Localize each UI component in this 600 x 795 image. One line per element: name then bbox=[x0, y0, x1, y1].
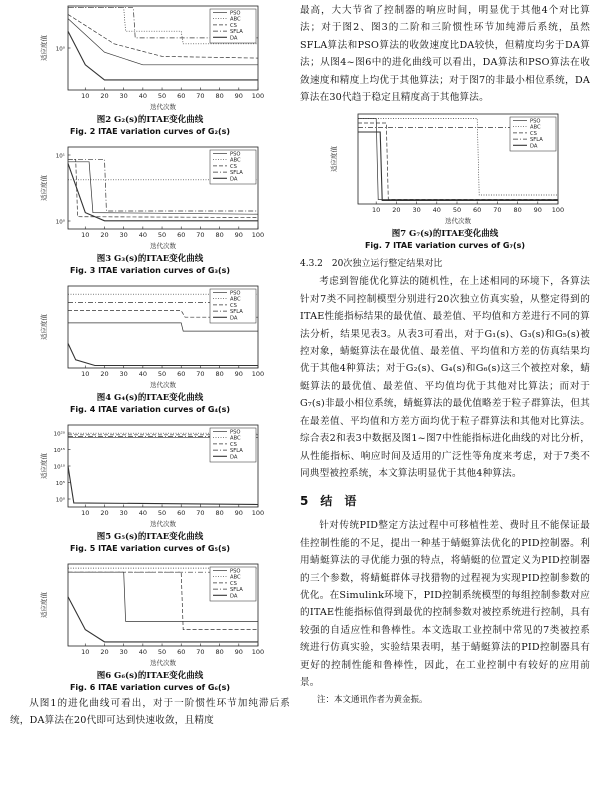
legend-label: DA bbox=[230, 176, 238, 183]
y-axis-label: 适应度值 bbox=[330, 146, 338, 173]
x-axis-label: 迭代次数 bbox=[150, 659, 176, 667]
figure-2-caption-cn: 图2 G₂(s)的ITAE变化曲线 bbox=[96, 115, 204, 125]
x-tick-label: 20 bbox=[100, 370, 109, 378]
legend-label: SFLA bbox=[230, 170, 243, 177]
legend-label: DA bbox=[230, 35, 238, 42]
legend-label: PSO bbox=[230, 151, 241, 158]
x-tick-label: 10 bbox=[81, 92, 90, 100]
y-tick-label: 10⁵ bbox=[55, 481, 65, 487]
x-tick-label: 100 bbox=[251, 370, 265, 378]
y-tick-label: 10¹⁵ bbox=[53, 448, 65, 454]
x-tick-label: 50 bbox=[157, 231, 167, 239]
x-tick-label: 40 bbox=[138, 370, 147, 378]
figure-5-caption-cn: 图5 G₅(s)的ITAE变化曲线 bbox=[96, 532, 204, 542]
x-tick-label: 40 bbox=[138, 92, 147, 100]
legend-label: PSO bbox=[530, 118, 541, 125]
legend-label: DA bbox=[230, 593, 238, 600]
legend-label: ABC bbox=[530, 125, 541, 132]
figure-4 bbox=[10, 280, 290, 414]
figure-3 bbox=[10, 141, 290, 275]
legend-label: DA bbox=[230, 454, 238, 461]
x-tick-label: 70 bbox=[493, 206, 502, 215]
figure-6-caption-en: Fig. 6 ITAE variation curves of G₆(s) bbox=[69, 683, 231, 692]
left-paragraph: 从图1的进化曲线可看出，对于一阶惯性环节加纯滞后系统，DA算法在20代即可达到快速收敛，且精度 bbox=[10, 698, 290, 727]
chart-fig2 bbox=[10, 0, 290, 112]
figure-2-caption-en: Fig. 2 ITAE variation curves of G₂(s) bbox=[69, 127, 231, 136]
series-line-da bbox=[68, 597, 258, 642]
legend-label: CS bbox=[530, 131, 537, 138]
x-tick-label: 40 bbox=[138, 509, 147, 517]
x-tick-label: 10 bbox=[81, 648, 90, 656]
x-tick-label: 30 bbox=[119, 92, 128, 100]
x-tick-label: 100 bbox=[251, 231, 265, 239]
figure-5 bbox=[10, 419, 290, 553]
legend-label: SFLA bbox=[530, 137, 543, 144]
x-tick-label: 90 bbox=[533, 206, 542, 215]
x-tick-label: 40 bbox=[138, 648, 147, 656]
legend-label: CS bbox=[230, 580, 237, 587]
y-tick-label: 10⁰ bbox=[55, 46, 65, 53]
x-tick-label: 90 bbox=[234, 509, 243, 517]
legend-label: CS bbox=[230, 441, 237, 448]
legend-label: DA bbox=[530, 143, 538, 150]
x-axis-label: 迭代次数 bbox=[150, 381, 176, 389]
x-tick-label: 80 bbox=[215, 370, 224, 378]
x-tick-label: 60 bbox=[473, 206, 482, 215]
right-column bbox=[300, 0, 590, 705]
subsection-heading: 4.3.2 20次独立运行整定结果对比 bbox=[300, 259, 443, 270]
legend-label: ABC bbox=[230, 574, 241, 581]
x-tick-label: 70 bbox=[196, 509, 205, 517]
x-axis-label: 迭代次数 bbox=[150, 520, 176, 528]
legend-label: CS bbox=[230, 163, 237, 170]
y-tick-label: 10¹⁰ bbox=[53, 464, 65, 471]
x-tick-label: 20 bbox=[392, 206, 401, 215]
x-tick-label: 20 bbox=[100, 509, 109, 517]
figure-2 bbox=[10, 0, 290, 136]
x-tick-label: 50 bbox=[157, 509, 167, 517]
x-axis-label: 迭代次数 bbox=[150, 242, 176, 250]
y-tick-label: 10²⁰ bbox=[53, 431, 65, 438]
author-note: 注：本文通讯作者为黄金振。 bbox=[317, 695, 428, 706]
right-paragraph-mid: 考虑到智能优化算法的随机性，在上述相同的环境下，各算法针对7类不同控制模型分别进行20次独立仿真实验，从整定得到的ITAE性能指标结果的最优值、最差值、平均值和方差进行不同的算法分析，结果见表3。从表3可看出，对于G₁(s)、G₃(s)和G₅(s)被控对象，蜻蜓算法在最优值、最差值、平均值和方差的仿真结果均优于其他4种算法；对于G₂(s)、G₄(s)和G₆(s)这三个被控对象，蜻蜓算法的最优值、最差值、平均值均优于其他对比算法；而对于G₇(s)非最小相位系统，蜻蜓算法的最优值略差于粒子群算法，但其在最差值、平均值和方差方面均优于粒子群算法和其他对比算法。综合表2和表3中数据及图1~图7中性能指标进化曲线的对比分析，从性能指标、响应时间及适用的广泛性等角度来考虑，对于7类不同典型被控系统，本文算法明显优于其他4种算法。 bbox=[300, 276, 590, 479]
legend-label: SFLA bbox=[230, 29, 243, 36]
chart-fig5 bbox=[10, 419, 290, 529]
y-axis-label: 适应度值 bbox=[40, 453, 48, 479]
figure-4-caption-en: Fig. 4 ITAE variation curves of G₄(s) bbox=[69, 405, 231, 414]
x-tick-label: 60 bbox=[177, 648, 186, 656]
chart-fig3 bbox=[10, 141, 290, 251]
x-tick-label: 50 bbox=[157, 92, 167, 100]
x-tick-label: 80 bbox=[513, 206, 522, 215]
x-tick-label: 80 bbox=[215, 231, 224, 239]
x-tick-label: 40 bbox=[432, 206, 441, 215]
figure-6-caption-cn: 图6 G₆(s)的ITAE变化曲线 bbox=[96, 671, 204, 681]
x-tick-label: 60 bbox=[177, 231, 186, 239]
x-tick-label: 80 bbox=[215, 509, 224, 517]
figure-7-caption-en: Fig. 7 ITAE variation curves of G₇(s) bbox=[364, 241, 526, 251]
x-axis-label: 迭代次数 bbox=[445, 217, 471, 226]
y-axis-label: 适应度值 bbox=[40, 35, 48, 61]
chart-fig6 bbox=[10, 558, 290, 668]
figure-6 bbox=[10, 558, 290, 692]
y-axis-label: 适应度值 bbox=[40, 592, 48, 618]
x-tick-label: 50 bbox=[157, 648, 167, 656]
section-heading: 5 结 语 bbox=[300, 494, 357, 509]
x-tick-label: 10 bbox=[81, 509, 90, 517]
x-tick-label: 10 bbox=[81, 231, 90, 239]
legend-label: PSO bbox=[230, 568, 241, 575]
y-tick-label: 10⁰ bbox=[55, 219, 65, 226]
x-tick-label: 70 bbox=[196, 231, 205, 239]
legend-label: ABC bbox=[230, 435, 241, 442]
legend-label: CS bbox=[230, 22, 237, 29]
legend-label: CS bbox=[230, 302, 237, 309]
x-tick-label: 90 bbox=[234, 231, 243, 239]
x-axis-label: 迭代次数 bbox=[150, 103, 176, 111]
x-tick-label: 70 bbox=[196, 370, 205, 378]
x-tick-label: 100 bbox=[251, 648, 265, 656]
x-tick-label: 80 bbox=[215, 92, 224, 100]
x-tick-label: 10 bbox=[372, 206, 381, 215]
figure-4-caption-cn: 图4 G₄(s)的ITAE变化曲线 bbox=[96, 393, 204, 403]
x-tick-label: 30 bbox=[119, 509, 128, 517]
figure-3-caption-en: Fig. 3 ITAE variation curves of G₃(s) bbox=[69, 266, 231, 275]
legend-label: SFLA bbox=[230, 309, 243, 316]
legend-label: PSO bbox=[230, 429, 241, 436]
x-tick-label: 60 bbox=[177, 370, 186, 378]
x-tick-label: 40 bbox=[138, 231, 147, 239]
x-tick-label: 20 bbox=[100, 231, 109, 239]
x-tick-label: 100 bbox=[251, 92, 265, 100]
series-line-da bbox=[68, 466, 258, 505]
x-tick-label: 10 bbox=[81, 370, 90, 378]
legend-label: ABC bbox=[230, 157, 241, 164]
left-column bbox=[10, 0, 290, 730]
legend-label: PSO bbox=[230, 10, 241, 17]
x-tick-label: 70 bbox=[196, 648, 205, 656]
x-tick-label: 90 bbox=[234, 648, 243, 656]
x-tick-label: 90 bbox=[234, 370, 243, 378]
x-tick-label: 30 bbox=[119, 370, 128, 378]
x-tick-label: 30 bbox=[119, 231, 128, 239]
x-tick-label: 60 bbox=[177, 509, 186, 517]
y-tick-label: 10⁰ bbox=[55, 497, 65, 504]
x-tick-label: 100 bbox=[251, 509, 265, 517]
y-tick-label: 10¹ bbox=[55, 153, 65, 160]
x-tick-label: 80 bbox=[215, 648, 224, 656]
x-tick-label: 60 bbox=[177, 92, 186, 100]
chart-fig7 bbox=[300, 108, 590, 226]
legend-label: PSO bbox=[230, 290, 241, 297]
x-tick-label: 50 bbox=[452, 206, 462, 215]
legend-label: SFLA bbox=[230, 448, 243, 455]
legend-label: SFLA bbox=[230, 587, 243, 594]
x-tick-label: 50 bbox=[157, 370, 167, 378]
x-tick-label: 20 bbox=[100, 648, 109, 656]
x-tick-label: 20 bbox=[100, 92, 109, 100]
series-line-da bbox=[68, 343, 258, 365]
x-tick-label: 30 bbox=[412, 206, 421, 215]
x-tick-label: 30 bbox=[119, 648, 128, 656]
y-axis-label: 适应度值 bbox=[40, 175, 48, 201]
x-tick-label: 70 bbox=[196, 92, 205, 100]
figure-3-caption-cn: 图3 G₃(s)的ITAE变化曲线 bbox=[96, 254, 204, 264]
figure-5-caption-en: Fig. 5 ITAE variation curves of G₅(s) bbox=[69, 544, 231, 553]
right-paragraph-end: 针对传统PID整定方法过程中可移植性差、费时且不能保证最佳控制性能的不足，提出一种基于蜻蜓算法优化的PID控制器。利用蜻蜓算法的寻优能力强的特点，将蜻蜓的位置定义为PID控制器的三个参数，将蜻蜓群体寻找猎物的过程视为实现PID控制参数的优化。在Simulink环境下，PID控制系统模型的每组控制参数对应的ITAE性能指标值得到最优的控制参数对被控系统进行控制，具有较强的自适应性和鲁棒性。本文选取工业控制中常见的7类被控系统进行仿真实验，实验结果表明，基于蜻蜓算法的PID控制器具有更好的控制性能和鲁棒性，因此，在工业控制中有较好的应用前景。 bbox=[300, 520, 590, 688]
figure-7-caption-cn: 图7 G₇(s)的ITAE变化曲线 bbox=[391, 229, 499, 240]
legend-label: ABC bbox=[230, 16, 241, 23]
x-tick-label: 90 bbox=[234, 92, 243, 100]
series-line-pso bbox=[68, 323, 258, 331]
figure-7 bbox=[300, 108, 590, 250]
x-tick-label: 100 bbox=[551, 206, 565, 215]
right-paragraph-top: 最高，大大节省了控制器的响应时间，明显优于其他4个对比算法；对于图2、图3的二阶和三阶惯性环节加纯滞后系统，虽然SFLA算法和PSO算法的收敛速度比DA较快，但精度均劣于DA算法；从图4~图6中的进化曲线可以看出，DA算法和PSO算法在收敛速度和精度上均优于其他算法；对于图7的非最小相位系统，DA算法在30代趋于稳定且精度高于其他算法。 bbox=[300, 5, 590, 104]
y-axis-label: 适应度值 bbox=[40, 314, 48, 340]
legend-label: ABC bbox=[230, 296, 241, 303]
chart-fig4 bbox=[10, 280, 290, 390]
legend-label: DA bbox=[230, 315, 238, 322]
